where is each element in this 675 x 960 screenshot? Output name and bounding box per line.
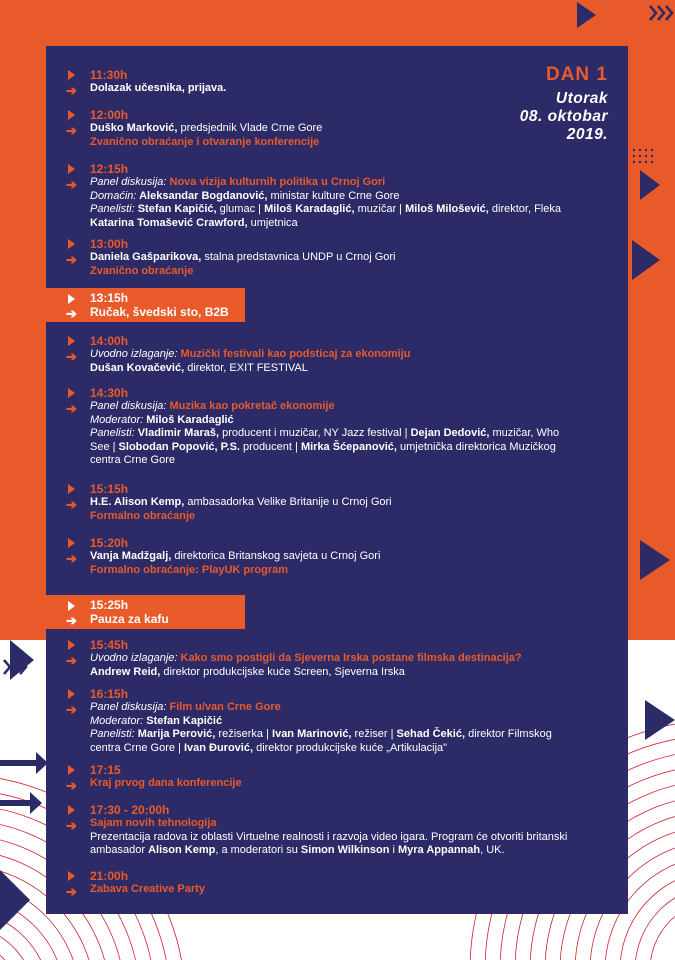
- item-text: Zabava Creative Party: [90, 883, 205, 895]
- arrow-right-icon: ➔: [66, 83, 77, 98]
- item-time: 12:00h: [90, 108, 129, 122]
- item-time: 15:15h: [90, 482, 129, 496]
- weekday: Utorak: [555, 90, 608, 107]
- triangle-bullet-icon: [68, 388, 75, 398]
- arrow-right-icon: ➔: [66, 778, 77, 793]
- item-time: 16:15h: [90, 687, 129, 701]
- arrow-right-icon: ➔: [66, 497, 77, 512]
- arrow-right-icon: ➔: [66, 884, 77, 899]
- speaker-name: Alison Kemp: [148, 844, 216, 856]
- label: Panel diskusija:: [90, 400, 167, 412]
- speaker-role: stalna predstavnica UNDP u Crnoj Gori: [201, 251, 396, 263]
- label: Uvodno izlaganje:: [90, 652, 178, 664]
- item-time: 21:00h: [90, 869, 129, 883]
- item-text: Ručak, švedski sto, B2B: [90, 305, 229, 319]
- triangle-bullet-icon: [68, 871, 75, 881]
- triangle-bullet-icon: [68, 164, 75, 174]
- item-time: 17:30 - 20:00h: [90, 803, 170, 817]
- speaker-name: Ivan Marinović,: [272, 728, 352, 740]
- speaker-role: See |: [90, 440, 119, 453]
- speaker-name: Vladimir Maraš,: [134, 427, 220, 439]
- item-time: 14:30h: [90, 386, 129, 400]
- label: Moderator:: [90, 714, 144, 727]
- triangle-bullet-icon: [68, 239, 75, 249]
- date: 08. oktobar: [519, 108, 608, 125]
- speaker-name: Andrew Reid,: [90, 665, 161, 678]
- coffee-break-band: [46, 595, 245, 629]
- speaker-name: Sehad Čekić,: [396, 728, 466, 740]
- triangle-bullet-icon: [68, 110, 75, 120]
- session-title: Sajam novih tehnologija: [90, 817, 217, 829]
- schedule-item: [90, 291, 590, 319]
- speaker-role: predsjednik Vlade Crne Gore: [177, 122, 323, 134]
- item-time: 12:15h: [90, 162, 129, 176]
- arrow-right-icon: ➔: [66, 653, 77, 668]
- speaker-role: umjetnička direktorica Muzičkog: [396, 440, 556, 453]
- speaker-role: muzičar, Who: [489, 427, 560, 439]
- triangle-bullet-icon: [68, 765, 75, 775]
- schedule-item: [90, 334, 590, 375]
- day-title: DAN 1: [545, 64, 608, 85]
- arrow-right-icon: ➔: [66, 551, 77, 566]
- label: Panel diskusija:: [90, 701, 167, 713]
- speaker-role: direktor, EXIT FESTIVAL: [184, 361, 308, 374]
- speaker-name: Daniela Gašparikova,: [90, 251, 202, 263]
- schedule-item: [90, 68, 590, 96]
- speaker-role: glumac |: [216, 203, 265, 215]
- triangle-bullet-icon: [68, 805, 75, 815]
- item-note: Zvanično obraćanje: [90, 264, 194, 277]
- item-time: 13:00h: [90, 237, 129, 251]
- schedule-item: [90, 687, 590, 755]
- triangle-bullet-icon: [68, 484, 75, 494]
- speaker-name: Marija Perović,: [134, 728, 216, 740]
- schedule-item: [90, 598, 590, 626]
- chevrons-icon: [650, 6, 672, 20]
- triangle-icon: [577, 2, 596, 28]
- item-time: 15:20h: [90, 536, 129, 550]
- triangle-bullet-icon: [68, 601, 75, 611]
- speaker-role: producent |: [239, 440, 301, 453]
- schedule-panel: [46, 46, 628, 914]
- item-note: Formalno obraćanje: [90, 509, 196, 522]
- text: , a moderatori su: [215, 844, 301, 856]
- label: Moderator:: [90, 413, 144, 426]
- arrow-right-icon: ➔: [66, 702, 77, 717]
- item-text: Pauza za kafu: [90, 612, 169, 626]
- triangle-bullet-icon: [68, 689, 75, 699]
- triangle-bullet-icon: [68, 538, 75, 548]
- speaker-role: centra Crne Gore: [90, 454, 175, 466]
- triangle-bullet-icon: [68, 70, 75, 80]
- text: , UK.: [480, 844, 505, 856]
- item-text: Dolazak učesnika, prijava.: [90, 82, 227, 94]
- arrow-right-icon: ➔: [66, 306, 77, 321]
- speaker-role: direktor produkcijske kuće Screen, Sjeverna Irska: [160, 665, 405, 678]
- label: Uvodno izlaganje:: [90, 348, 178, 360]
- speaker-role: direktor Filmskog: [465, 728, 552, 740]
- arrow-right-icon: ➔: [66, 123, 77, 138]
- schedule-item: [90, 482, 590, 523]
- item-time: 13:15h: [90, 291, 129, 305]
- speaker-name: Stefan Kapičić: [143, 714, 223, 727]
- speaker-name: Dejan Dedović,: [410, 427, 490, 439]
- session-title: Muzika kao pokretač ekonomije: [166, 400, 335, 412]
- schedule-item: [90, 386, 590, 468]
- text: ambasador: [90, 844, 149, 856]
- label: Panelisti:: [90, 728, 135, 740]
- speaker-name: Dušan Kovačević,: [90, 361, 185, 374]
- schedule-item: [90, 108, 590, 149]
- speaker-name: Miloš Karadaglić,: [264, 203, 355, 215]
- triangle-bullet-icon: [68, 294, 75, 304]
- schedule-item: [90, 162, 590, 230]
- session-title: Film u/van Crne Gore: [166, 701, 281, 713]
- item-time: 17:15: [90, 763, 121, 777]
- triangle-bullet-icon: [68, 336, 75, 346]
- speaker-name: Katarina Tomašević Crawford,: [90, 216, 248, 229]
- arrow-right-icon: ➔: [66, 818, 77, 833]
- label: Panel diskusija:: [90, 176, 167, 188]
- speaker-role: muzičar |: [354, 203, 406, 215]
- session-title: Nova vizija kulturnih politika u Crnoj Gori: [166, 176, 386, 188]
- speaker-role: umjetnica: [247, 216, 298, 229]
- schedule-item: [90, 763, 590, 791]
- text: i: [389, 844, 398, 856]
- triangle-bullet-icon: [68, 640, 75, 650]
- item-text: Kraj prvog dana konferencije: [90, 777, 242, 789]
- speaker-name: Duško Marković,: [90, 122, 178, 134]
- schedule-item: [90, 237, 590, 278]
- arrow-right-icon: ➔: [66, 401, 77, 416]
- speaker-name: Mirka Šćepanović,: [300, 440, 397, 453]
- speaker-name: Ivan Đurović,: [183, 741, 254, 754]
- session-title: Kako smo postigli da Sjeverna Irska postane filmska destinacija?: [177, 652, 522, 664]
- speaker-role: direktor, Fleka: [488, 203, 561, 215]
- schedule-item: [90, 536, 590, 577]
- arrow-right-icon: ➔: [66, 349, 77, 364]
- item-note: Zvanično obraćanje i otvaranje konferencije: [90, 135, 320, 148]
- arrow-right-icon: ➔: [66, 177, 77, 192]
- schedule-item: [90, 869, 590, 897]
- item-time: 15:25h: [90, 598, 129, 612]
- year: 2019.: [566, 126, 608, 143]
- speaker-role: direktorica Britanskog savjeta u Crnoj Gori: [171, 550, 381, 562]
- speaker-name: Miloš Karadaglić: [143, 413, 234, 426]
- speaker-name: H.E. Alison Kemp,: [90, 496, 185, 508]
- label: Panelisti:: [90, 203, 135, 215]
- item-time: 14:00h: [90, 334, 129, 348]
- speaker-role: režiser |: [351, 728, 397, 740]
- speaker-name: Myra Appannah: [398, 844, 481, 856]
- speaker-role: ambasadorka Velike Britanije u Crnoj Gori: [184, 496, 392, 508]
- speaker-name: Aleksandar Bogdanović,: [136, 189, 268, 202]
- item-note: Formalno obraćanje: PlayUK program: [90, 563, 289, 576]
- speaker-role: direktor produkcijske kuće „Artikulacija": [253, 741, 448, 754]
- speaker-name: Miloš Milošević,: [405, 203, 489, 215]
- arrow-right-icon: ➔: [66, 252, 77, 267]
- item-time: 15:45h: [90, 638, 129, 652]
- speaker-role: centra Crne Gore |: [90, 741, 184, 754]
- speaker-name: Vanja Madžgalj,: [90, 550, 172, 562]
- speaker-name: Slobodan Popović, P.S.: [118, 440, 240, 453]
- speaker-name: Stefan Kapičić,: [134, 203, 217, 215]
- label: Domaćin:: [90, 189, 137, 202]
- schedule-item: [90, 803, 590, 858]
- arrow-shapes: [0, 752, 48, 814]
- item-time: 11:30h: [90, 68, 128, 82]
- lunch-band: [46, 288, 245, 322]
- speaker-role: ministar kulture Crne Gore: [267, 189, 400, 202]
- speaker-name: Simon Wilkinson: [300, 844, 390, 856]
- label: Panelisti:: [90, 427, 135, 439]
- schedule-item: [90, 638, 590, 679]
- arrow-right-icon: ➔: [66, 613, 77, 628]
- dot-grid: [633, 149, 653, 163]
- speaker-role: režiserka |: [215, 728, 273, 740]
- speaker-role: producent i muzičar, NY Jazz festival |: [219, 427, 411, 439]
- session-title: Muzički festivali kao podsticaj za ekonomiju: [177, 348, 411, 360]
- item-description: Prezentacija radova iz oblasti Virtuelne realnosti i razvoja video igara. Program će otvoriti britanski: [90, 830, 568, 843]
